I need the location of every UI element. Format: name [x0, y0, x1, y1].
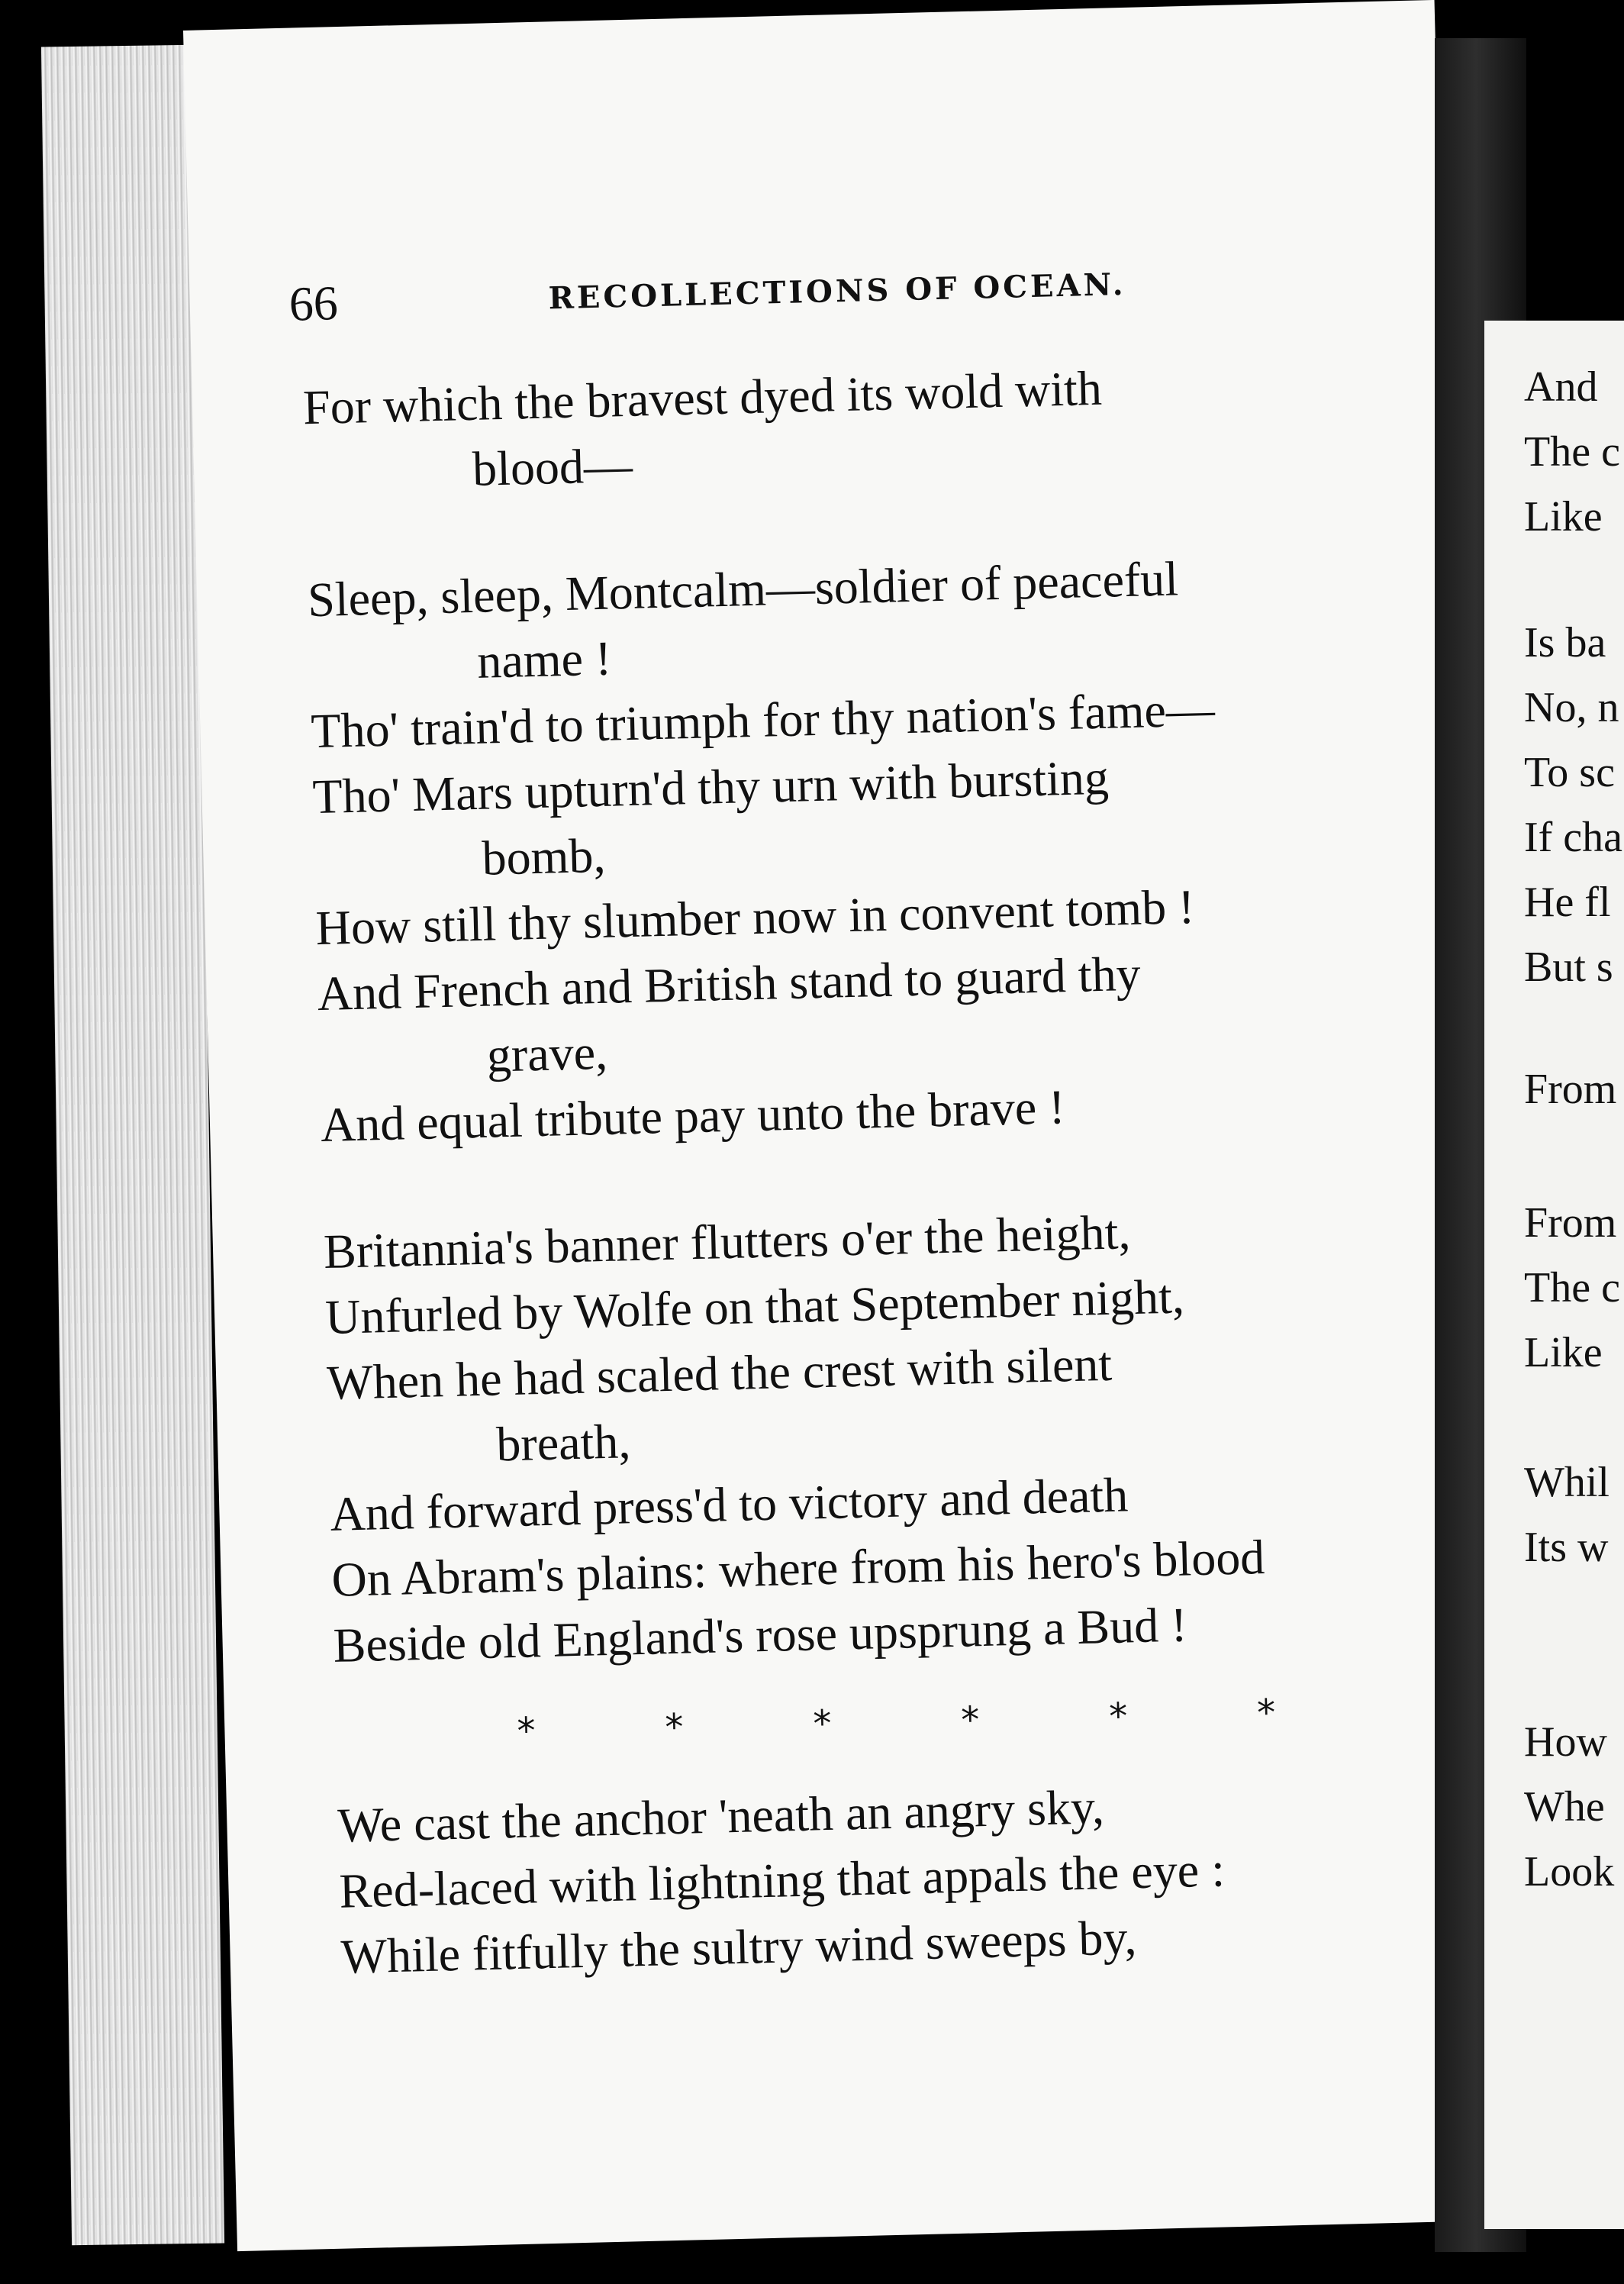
verse-line: And equal tribute pay unto the brave ! [320, 1079, 1066, 1153]
verse-line: Sleep, sleep, Montcalm—soldier of peaceful [307, 551, 1179, 627]
facing-line: The c [1524, 428, 1620, 476]
verse-line: blood— [472, 437, 633, 496]
verse-line: On Abram's plains: where from his hero's blood [330, 1529, 1266, 1607]
facing-line: To sc [1524, 749, 1615, 796]
facing-line: Is ba [1524, 619, 1606, 666]
verse-line: When he had scaled the crest with silent [326, 1336, 1113, 1410]
asterisk: * [812, 1702, 833, 1746]
asterisk: * [1256, 1691, 1276, 1735]
asterisk: * [1108, 1695, 1129, 1739]
facing-line: The c [1524, 1264, 1620, 1311]
verse-line: Tho' Mars upturn'd thy urn with bursting [311, 750, 1110, 824]
facing-page [1484, 321, 1624, 2229]
verse-line: And French and British stand to guard thy [317, 946, 1142, 1021]
verse-line: name ! [476, 631, 613, 689]
facing-line: From [1524, 1066, 1617, 1113]
facing-line: No, n [1524, 684, 1619, 731]
facing-line: Like [1524, 1329, 1603, 1376]
verse-line: grave, [486, 1024, 608, 1082]
facing-line: From [1524, 1199, 1617, 1247]
facing-line: How [1524, 1718, 1607, 1766]
facing-line: Whil [1524, 1459, 1610, 1506]
facing-line: If cha [1524, 814, 1623, 861]
verse-line: And forward press'd to victory and death [329, 1467, 1129, 1541]
verse-line: How still thy slumber now in convent tomb ! [314, 879, 1196, 956]
facing-line: But s [1524, 944, 1613, 991]
verse-line: Britannia's banner flutters o'er the height, [323, 1205, 1132, 1279]
facing-line: And [1524, 363, 1598, 411]
page-number: 66 [288, 276, 339, 331]
facing-line: Its w [1524, 1524, 1609, 1571]
facing-line: He fl [1524, 879, 1611, 926]
verse-line: While fitfully the sultry wind sweeps by, [340, 1910, 1138, 1984]
facing-line: Like [1524, 493, 1603, 540]
verse-line: We cast the anchor 'neath an angry sky, [337, 1779, 1105, 1853]
verse-line: Unfurled by Wolfe on that September night, [324, 1269, 1185, 1344]
asterisk: * [960, 1698, 981, 1742]
verse-line: bomb, [481, 827, 607, 886]
running-head: RECOLLECTIONS OF OCEAN. [548, 266, 1127, 317]
asterisk: * [516, 1709, 536, 1753]
verse-line: For which the bravest dyed its wold with [302, 360, 1103, 435]
asterisk: * [664, 1705, 685, 1750]
book-page [183, 0, 1489, 2251]
page-header [288, 250, 1358, 337]
verse-line: Beside old England's rose upsprung a Bud ! [332, 1597, 1188, 1673]
verse-line: breath, [495, 1414, 632, 1472]
poem-body [302, 348, 1440, 1990]
verse-line: Red-laced with lightning that appals the eye : [338, 1842, 1226, 1918]
facing-line: Whe [1524, 1783, 1605, 1831]
facing-line: Look [1524, 1848, 1615, 1895]
verse-line: Tho' train'd to triumph for thy nation's fame— [310, 682, 1216, 759]
